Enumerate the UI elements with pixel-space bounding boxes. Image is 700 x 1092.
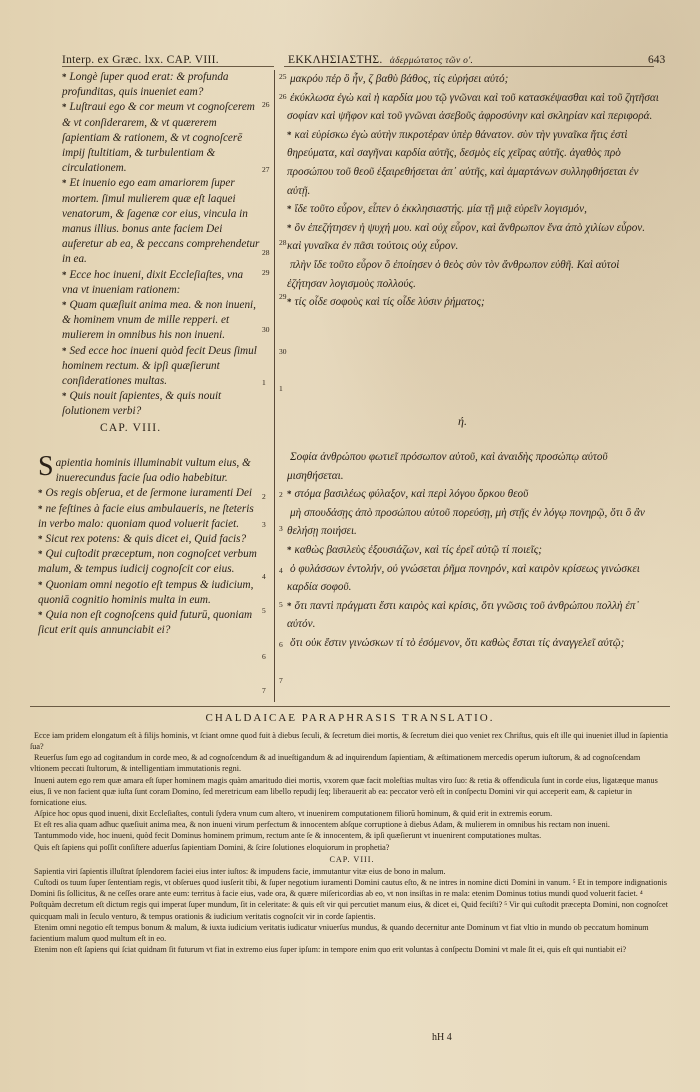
latin-verse: * Sed ecce hoc inueni quòd fecit Deus ſimul hominem rectum. & ipſi quæſierunt conſiderationes multas. [62,344,257,388]
greek-verse: ἐκύκλωσα ἐγὼ καὶ ἡ καρδία μου τῷ γνῶναι καὶ τοῦ κατασκέψασθαι καὶ τοῦ ζητῆσαι σοφίαν καὶ ψῆφον καὶ τοῦ γνῶναι ἀσεβοῦς ἀφροσύνην καὶ σκληρίαν καὶ περιφορά. [287,91,659,123]
chaldaic-paragraph: Etenim non eſt ſapiens qui ſciat quidnam ſit futurum vt fiat in extremo eius ſuper ipſum: in tempore enim quo erit voluntas à conſpectu Domini vt male ſit ei, quis eſt qui nuntiabit ei? [34,944,627,954]
verse-number: 1 [279,384,283,393]
verse-number: 26 [279,92,287,101]
greek-verse: * ὃν ἐπεζήτησεν ἡ ψυχή μου. καὶ οὐχ εὗρον, καὶ ἄνθρωπον ἕνα ἀπὸ χιλίων εὗρον. καὶ γυναῖκα ἐν πᾶσι τούτοις οὐχ εὗρον. [287,221,646,253]
verse-number: 27 [262,165,270,174]
latin-verse: * Quis nouit ſapientes, & quis nouit ſolutionem verbi? [62,390,222,418]
header-rule-left [62,66,274,67]
verse-number: 6 [279,640,283,649]
verse-number: 26 [262,100,270,109]
latin-column-bottom [38,451,258,638]
verse-number: 29 [279,292,287,301]
drop-cap: S [38,451,54,482]
greek-column-bottom [287,448,659,653]
latin-column-top [62,70,260,420]
header-rule-right [284,66,654,67]
greek-verse: * ἴδε τοῦτο εὗρον, εἶπεν ὁ ἐκκλησιαστής. μία τῇ μιᾷ εὑρεῖν λογισμόν, [287,203,587,216]
verse-number: 3 [262,520,266,529]
verse-number: 28 [279,238,287,247]
verse-number: 7 [262,686,266,695]
verse-number: 25 [279,72,287,81]
verse-number: 30 [279,347,287,356]
greek-verse: ὁ φυλάσσων ἐντολήν, οὐ γνώσεται ῥῆμα πονηρόν, καὶ καιρὸν κρίσεως γινώσκει καρδία σοφοῦ. [287,562,640,594]
verse-number: 1 [262,378,266,387]
running-head-note: ἀδερμώτατος τῶν ο'. [389,56,474,66]
latin-verse: * Quia non eſt cognoſcens quid futurū, quoniam ſicut erit quis annunciabit ei? [38,609,253,637]
running-head-right [288,54,473,66]
latin-verse: * Qui cuſtodit præceptum, non cognoſcet verbum malum, & tempus iudicij cognoſcit cor eius. [38,548,257,576]
running-head-left: Interp. ex Græc. lxx. CAP. VIII. [62,54,219,66]
page-number: 643 [648,54,666,66]
greek-column-top [287,70,659,312]
chaldaic-paragraph: Ecce iam pridem elongatum eſt à filijs hominis, vt ſciant omne quod fuit à diebus ſeculi, & ſecretum diei mortis, & ſecretum diei quo veniet rex Chriſtus, quis eſt ille qui inueniet illud in ſapientia ſua? [30,731,668,752]
verse-number: 7 [279,676,283,685]
verse-number: 4 [279,566,283,575]
chapter-heading-greek: ή. [458,414,467,428]
chaldaic-paragraph: Quis eſt ſapiens qui poſſit conſiſtere aduerſus ſapientiam Domini, & ſcire ſolutiones eloquiorum in prophetia? [34,842,390,852]
chaldaic-paragraph: Cuſtodi os tuum ſuper ſententiam regis, vt obſerues quod iusſerit tibi, & ſuper negotium iuramenti Domini cautus eſto, & ne intres in nomine dicti Domini in vanum. ⁵ Et in tempore indignationis Domini ſis ſollicitus, & ne ceſſes orare ante eum: territus à facie eius, vade ora, & quære miſericordias ab eo, vt non insiſtas in re mala: etenim Dominus totius mundi quod voluerit faciet. ⁴ Poſtquàm decretum eſt dictum regis qui imperat ſuper mundum, ſit in celeritate: & quis eſt vir qui percutiet manum eius, & dicet ei, Quid feciſti? ⁵ Vir qui cuſtodit præcepta Domini, non cognoſcet quicquam mali in ſeculo venturo, & tempus orationis & iudicium veritatis cognoſcit vir in corde ſapientis. [30,878,668,921]
chaldaic-text [30,730,670,955]
latin-verse: * Longè ſuper quod erat: & profunda profunditas, quis inueniet eam? [62,71,229,99]
verse-number: 5 [262,606,266,615]
chaldaic-paragraph: Etenim omni negotio eſt tempus bonum & malum, & iuxta iudicium veritatis iudicatur vniuerſus mundus, & quando decernitur ante Dominum vt fiat vltio in mundo ob peccatum hominum facientium malum quod multum eſt in eo. [30,922,649,943]
latin-verse: * Et inuenio ego eam amariorem ſuper mortem. ſimul mulierem quæ eſt laquei venatorum, & ſagenæ cor eius, vincula in manus illius. bonus ante faciem Dei auferetur ab ea, & peccans comprehendetur in ea. [62,177,260,266]
verse-number: 29 [262,268,270,277]
latin-verse: * Quoniam omni negotio eſt tempus & iudicium, quoniā cognitio hominis multa in eum. [38,578,254,606]
chaldaic-paragraph: Reuerſus ſum ego ad cogitandum in corde meo, & ad cognoſcendum & ad inueſtigandum & ad inquirendum ſapientiam, & æſtimationem mercedis operum iuſtorum, & ad cognoſcendam vltionem peccati ſtultorum, & intelligentiam immutationis regni. [30,753,641,774]
verse-number: 5 [279,600,283,609]
chaldaic-paragraph: Inueni autem ego rem quæ amara eſt ſuper hominem magis quàm amaritudo diei mortis, vxorem quæ facit moleſtias multas viro ſuo: & retia & offendicula ſunt in corde eius, ligatæque manus eius, ſi ve non facient quæ iuſta ſunt coram Domino, ſed meretricum eam libello repudij ſeq; liberauerit ab ea: peccator verò eſt in conſpectu Domini vir qui acceperit eam, & capietur in fornicatione eius. [30,775,658,807]
latin-verse: * Sicut rex potens: & quis dicet ei, Quid facis? [38,533,247,546]
greek-verse: μακρόυ πέρ ὃ ἦν, ζ βαθὺ βάθος, τίς εὑρήσει αὐτό; [290,73,509,85]
greek-verse: * ὅτι παντὶ πράγματι ἔστι καιρὸς καὶ κρίσις, ὅτι γνῶσις τοῦ ἀνθρώπου πολλὴ ἐπ᾽ αὐτόν. [287,599,640,631]
verse-number: 2 [262,492,266,501]
greek-verse: πλὴν ἴδε τοῦτο εὗρον ὃ ἐποίησεν ὁ θεὸς σὺν τὸν ἄνθρωπον εὐθῆ. Καὶ αὐτοὶ ἐζήτησαν λογισμοὺς πολλούς. [287,258,620,290]
verse-number: 30 [262,325,270,334]
greek-verse: μὴ σπουδάσῃς ἀπὸ προσώπου αὐτοῦ πορεύσῃ, μὴ στῇς ἐν λόγῳ πονηρῷ, ὅτι ὃ ἂν θελήσῃ ποιήσει. [287,506,645,538]
latin-verse: * Ecce hoc inueni, dixit Eccleſiaſtes, vna vna vt inueniam rationem: [62,268,244,296]
greek-verse: Σοφία ἀνθρώπου φωτιεῖ πρόσωπον αὐτοῦ, καὶ ἀναιδὴς προσώπῳ αὐτοῦ μισηθήσεται. [287,451,608,482]
running-head-greek: ΕΚΚΛΗΣΙΑΣΤΗΣ. [288,54,383,66]
latin-verse: * Luſtraui ego & cor meum vt cognoſcerem & vt conſiderarem, & vt quærerem ſapientiam & rationem, & vt cognoſcerē impij ſtultitiam, & turbulentiam & circulationem. [62,101,255,175]
latin-verse: Sapientia hominis illuminabit vultum eius, & inuerecundus facie ſua odio habebitur. [38,451,251,485]
chaldaic-title: CHALDAICAE PARAPHRASIS TRANSLATIO. [205,712,495,724]
latin-verse: * ne feſtines à facie eius ambulaueris, ne ſteteris in verbo malo: quoniam quod voluerit faciet. [38,502,254,530]
signature-mark: hH 4 [432,1032,452,1043]
greek-verse: * καθὼς βασιλεὺς ἐξουσιάζων, καὶ τίς ἐρεῖ αὐτῷ τί ποιεῖς; [287,543,542,556]
verse-number: 6 [262,652,266,661]
greek-verse: ὅτι οὐκ ἔστιν γινώσκων τί τὸ ἐσόμενον, ὅτι καθὼς ἔσται τίς ἀναγγελεῖ αὐτῷ; [290,636,625,649]
chaldaic-paragraph: Tantummodo vide, hoc inueni, quòd fecit Dominus hominem primum, rectum ante ſe & innocentem, & ipſi quæſierunt vt inuenirent computationes multas. [34,831,542,841]
chapter-heading-latin: CAP. VIII. [100,422,162,434]
verse-number: 3 [279,524,283,533]
verse-number: 28 [262,248,270,257]
latin-verse: * Os regis obſerua, et de ſermone iuramenti Dei [38,487,253,500]
greek-verse: * στόμα βασιλέως φύλαξον, καὶ περὶ λόγου ὅρκου θεοῦ [287,488,529,501]
chaldaic-paragraph: Et eſt res alia quam adhuc quæſiuit anima mea, & non inueni virum perfectum & innocentem abſque corruptione à diebus Adam, & mulierem in omnibus his rectam non inueni. [34,820,610,830]
greek-verse: * τίς οἶδε σοφοὺς καὶ τίς οἶδε λύσιν ῥήματος; [287,296,485,309]
chaldaic-paragraph: Aſpice hoc opus quod inueni, dixit Eccleſiaſtes, contuli ſydera vnum cum altero, vt inuenirem computationem filiorū hominum, & quid erit in extremis eorum. [34,809,553,819]
section-rule [30,706,670,707]
chaldaic-chapter-heading: CAP. VIII. [329,854,375,864]
chaldaic-paragraph: Sapientia viri ſapientis illuſtrat ſplendorem faciei eius inter iuſtos: & impudens facie, immutantur vitæ eius de bono in malum. [34,866,446,876]
verse-number: 4 [262,572,266,581]
latin-verse: * Quam quæſiuit anima mea. & non inueni, & hominem vnum de mille repperi. et mulierem in omnibus his non inueni. [62,299,256,342]
greek-verse: * καὶ εὑρίσκω ἐγὼ αὐτὴν πικροτέραν ὑπὲρ θάνατον. σὺν τὴν γυναῖκα ἥτις ἐστὶ θηρεύματα, καὶ σαγῆναι καρδία αὐτῆς, δεσμὸς εἰς χεῖρας αὐτῆς. ἀγαθὸς πρὸ προσώπου τοῦ θεοῦ ἐξαιρεθήσεται ἀπ᾽ αὐτῆς, καὶ ἁμαρτάνων συλληφθήσεται ἐν αὐτῇ. [287,128,639,197]
verse-number: 2 [279,490,283,499]
column-divider [274,70,275,702]
